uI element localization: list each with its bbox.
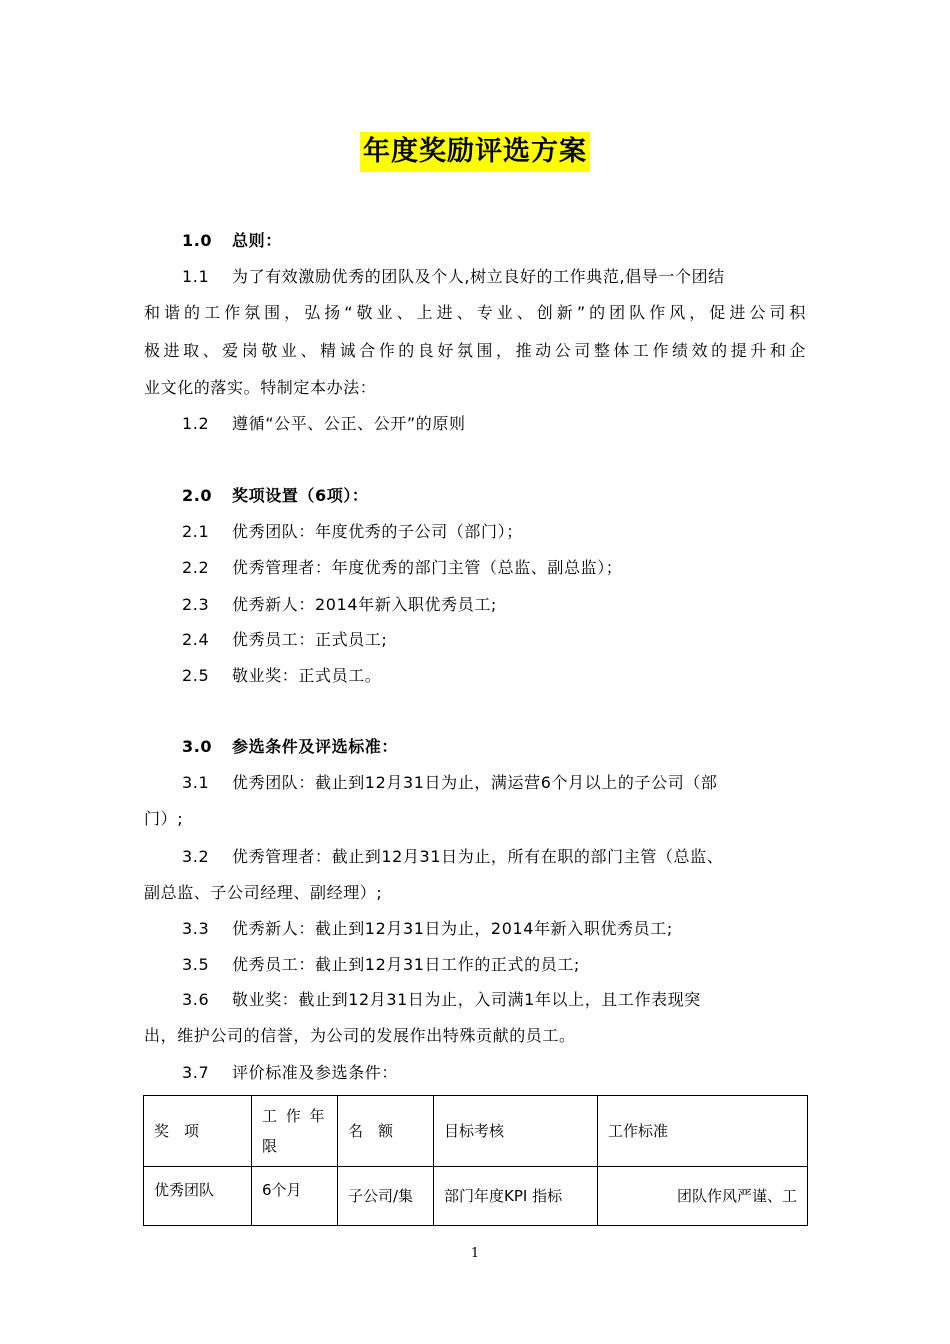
table-cell: 团队作风严谨、工 — [598, 1167, 808, 1226]
list-item — [182, 593, 497, 617]
clause-text: 优秀管理者：年度优秀的部门主管（总监、副总监）； — [232, 558, 623, 577]
clause-number: 3.1 — [182, 773, 210, 792]
clause-text: 优秀新人：2014年新入职优秀员工; — [232, 595, 497, 614]
clause-number: 3.2 — [182, 847, 210, 866]
section-number: 2.0 — [182, 486, 213, 505]
clause-number: 1.1 — [182, 267, 210, 286]
table-cell: 子公司/集 — [338, 1167, 434, 1226]
clause-text: 为了有效激励优秀的团队及个人,树立良好的工作典范,倡导一个团结 — [232, 267, 725, 286]
clause-text: 优秀管理者：截止到12月31日为止，所有在职的部门主管（总监、 — [232, 847, 724, 866]
document-title: 年度奖励评选方案 — [360, 132, 590, 172]
paragraph-3-3 — [182, 917, 673, 941]
clause-number: 2.2 — [182, 558, 210, 577]
paragraph-3-6-line-2: 出，维护公司的信誉，为公司的发展作出特殊贡献的员工。 — [144, 1026, 576, 1045]
section-number: 1.0 — [182, 231, 213, 250]
table-cell: 6个月 — [252, 1167, 338, 1226]
paragraph-1-1-line-4: 业文化的落实。特制定本办法： — [144, 378, 377, 397]
paragraph-1-1-line-1 — [182, 265, 725, 289]
paragraph-3-5 — [182, 953, 580, 977]
clause-number: 2.1 — [182, 522, 210, 541]
table-header-row — [144, 1096, 808, 1167]
table-header-cell: 名 额 — [338, 1096, 434, 1167]
clause-text: 优秀员工：正式员工; — [232, 630, 388, 649]
clause-text: 优秀新人：截止到12月31日为止，2014年新入职优秀员工; — [232, 919, 673, 938]
paragraph-3-2-line-1 — [182, 845, 723, 869]
table-cell: 优秀团队 — [144, 1167, 252, 1226]
clause-text: 遵循“公平、公正、公开”的原则 — [232, 414, 466, 433]
table-header-cell: 工作标准 — [598, 1096, 808, 1167]
table-header-cell: 目标考核 — [434, 1096, 598, 1167]
clause-number: 3.3 — [182, 919, 210, 938]
section-3-heading — [182, 735, 398, 759]
table-row — [144, 1167, 808, 1226]
title-container — [0, 132, 950, 172]
clause-number: 2.3 — [182, 595, 210, 614]
clause-text: 敬业奖：正式员工。 — [232, 666, 382, 685]
clause-number: 3.6 — [182, 990, 210, 1009]
section-title: 总则： — [232, 231, 282, 250]
section-1-heading — [182, 229, 282, 253]
award-criteria-table — [143, 1095, 808, 1226]
paragraph-3-1-line-2: 门）; — [144, 809, 184, 828]
section-2-heading — [182, 484, 369, 508]
clause-text: 优秀团队：截止到12月31日为止，满运营6个月以上的子公司（部 — [232, 773, 718, 792]
clause-number: 2.4 — [182, 630, 210, 649]
paragraph-1-2 — [182, 412, 466, 436]
section-number: 3.0 — [182, 737, 213, 756]
section-title: 参选条件及评选标准： — [232, 737, 399, 756]
clause-text: 敬业奖：截止到12月31日为止，入司满1年以上，且工作表现突 — [232, 990, 701, 1009]
paragraph-3-6-line-1 — [182, 988, 701, 1012]
list-item — [182, 520, 523, 544]
paragraph-3-1-line-1 — [182, 771, 718, 795]
paragraph-1-1-line-3: 极进取、爱岗敬业、精诚合作的良好氛围，推动公司整体工作绩效的提升和企 — [144, 341, 806, 360]
clause-number: 2.5 — [182, 666, 210, 685]
clause-text: 优秀员工：截止到12月31日工作的正式的员工; — [232, 955, 580, 974]
clause-number: 3.7 — [182, 1063, 210, 1082]
clause-text: 评价标准及参选条件： — [232, 1063, 399, 1082]
section-title: 奖项设置（6项）： — [232, 486, 369, 505]
list-item — [182, 556, 622, 580]
clause-number: 1.2 — [182, 414, 210, 433]
clause-number: 3.5 — [182, 955, 210, 974]
table-cell: 部门年度KPI 指标 — [434, 1167, 598, 1226]
list-item — [182, 664, 381, 688]
table-header-cell: 工 作 年 限 — [252, 1096, 338, 1167]
clause-text: 优秀团队：年度优秀的子公司（部门）； — [232, 522, 523, 541]
paragraph-3-7 — [182, 1061, 398, 1085]
paragraph-3-2-line-2: 副总监、子公司经理、副经理）; — [144, 883, 383, 902]
paragraph-1-1-line-2: 和谐的工作氛围，弘扬“敬业、上进、专业、创新”的团队作风，促进公司积 — [144, 303, 806, 322]
table-header-cell: 奖 项 — [144, 1096, 252, 1167]
list-item — [182, 628, 387, 652]
page-number: 1 — [470, 1246, 480, 1261]
